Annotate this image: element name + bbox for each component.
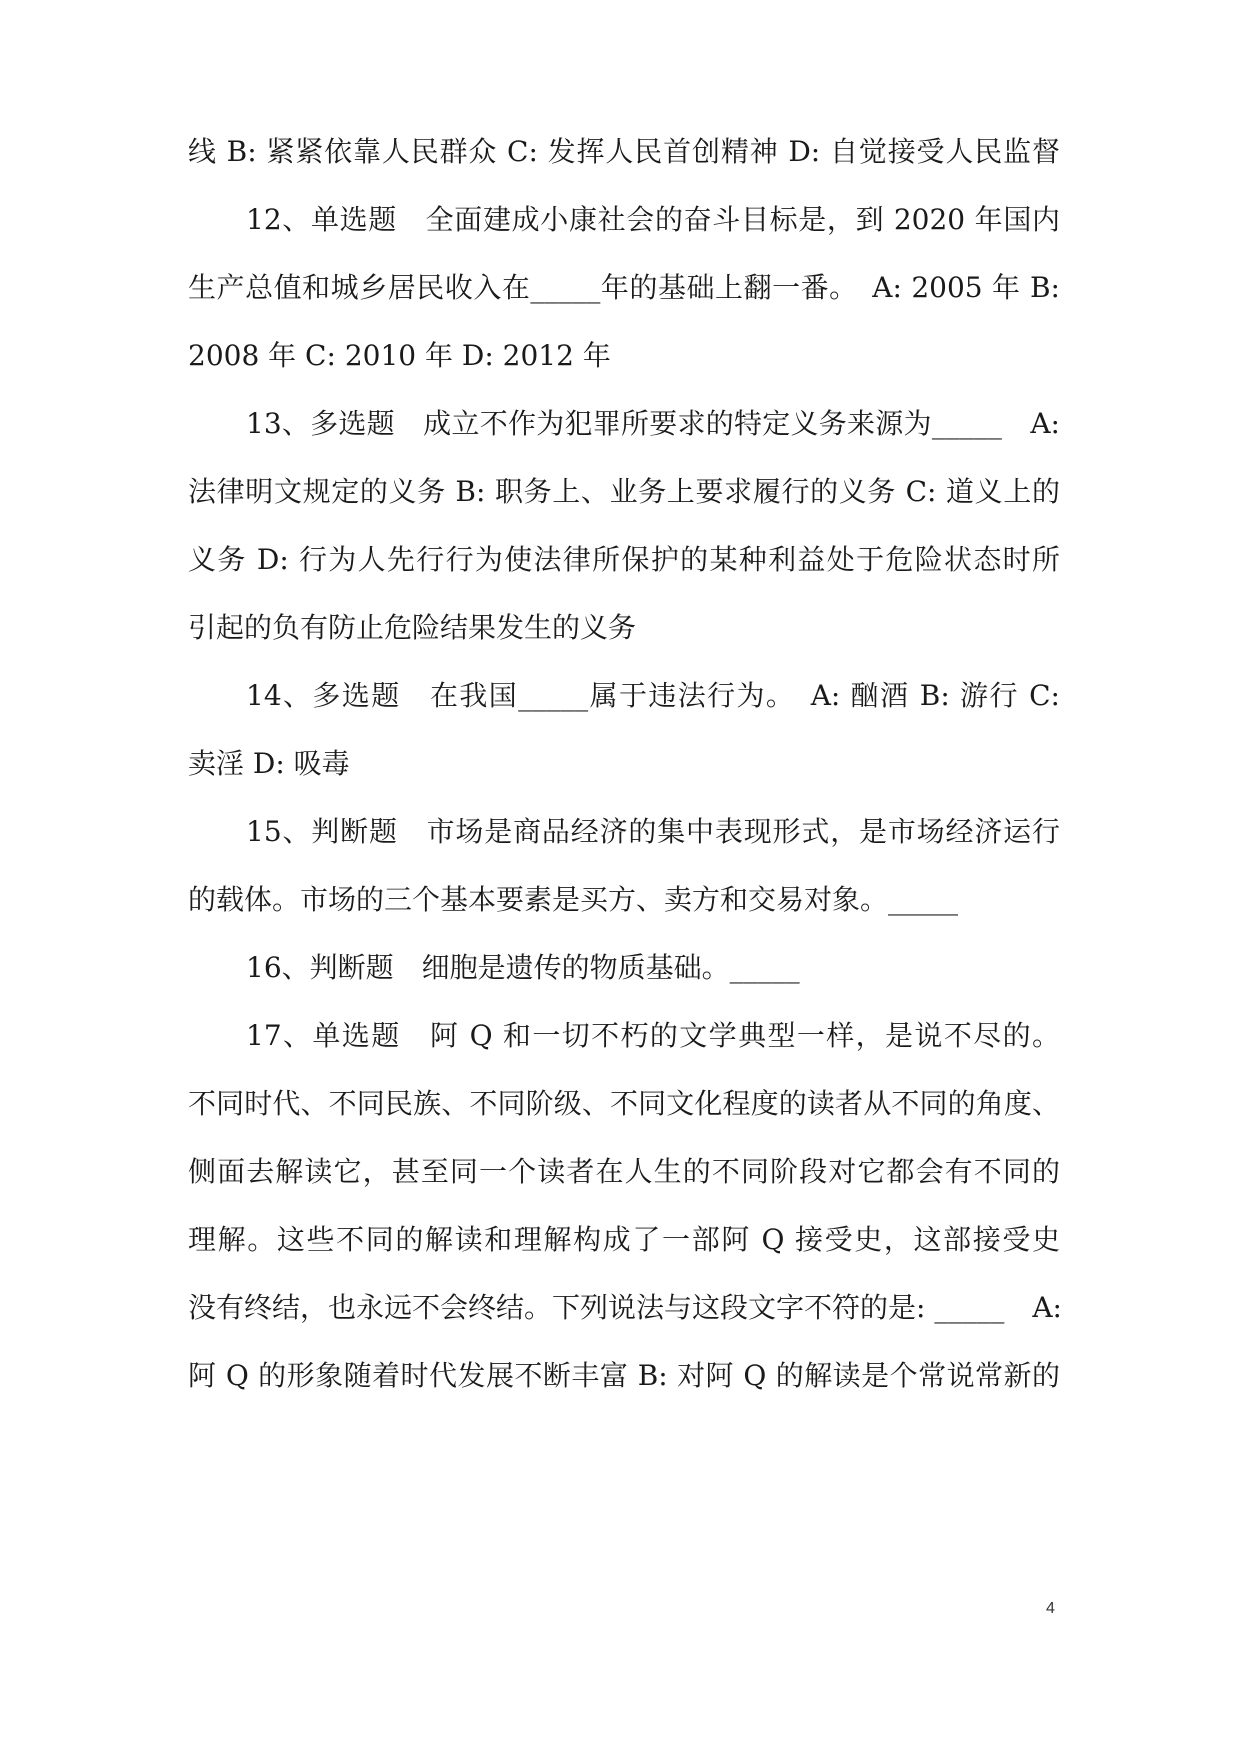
- question-17-line-3: 侧面去解读它，甚至同一个读者在人生的不同阶段对它都会有不同的: [188, 1155, 1060, 1188]
- question-16-line-1: 16、判断题 细胞是遗传的物质基础。_____: [246, 951, 800, 984]
- question-14-line-2: 卖淫 D: 吸毒: [188, 747, 350, 780]
- question-13-line-2: 法律明文规定的义务 B: 职务上、业务上要求履行的义务 C: 道义上的: [188, 475, 1060, 508]
- question-17-line-5: 没有终结，也永远不会终结。下列说法与这段文字不符的是: _____ A:: [188, 1291, 1062, 1324]
- question-17-line-4: 理解。这些不同的解读和理解构成了一部阿 Q 接受史，这部接受史: [188, 1223, 1060, 1256]
- question-12-line-1: 12、单选题 全面建成小康社会的奋斗目标是，到 2020 年国内: [246, 203, 1060, 236]
- text-line-1: 线 B: 紧紧依靠人民群众 C: 发挥人民首创精神 D: 自觉接受人民监督: [188, 135, 1060, 168]
- question-13-line-1: 13、多选题 成立不作为犯罪所要求的特定义务来源为_____ A:: [246, 407, 1060, 440]
- question-17-line-1: 17、单选题 阿 Q 和一切不朽的文学典型一样，是说不尽的。: [246, 1019, 1060, 1052]
- question-17-line-2: 不同时代、不同民族、不同阶级、不同文化程度的读者从不同的角度、: [188, 1087, 1060, 1120]
- page-number: 4: [1046, 1600, 1055, 1617]
- question-14-line-1: 14、多选题 在我国_____属于违法行为。 A: 酗酒 B: 游行 C:: [246, 679, 1060, 712]
- question-12-line-2: 生产总值和城乡居民收入在_____年的基础上翻一番。 A: 2005 年 B:: [188, 271, 1060, 304]
- question-17-line-6: 阿 Q 的形象随着时代发展不断丰富 B: 对阿 Q 的解读是个常说常新的: [188, 1359, 1060, 1392]
- question-13-line-3: 义务 D: 行为人先行行为使法律所保护的某种利益处于危险状态时所: [188, 543, 1060, 576]
- question-15-line-2: 的载体。市场的三个基本要素是买方、卖方和交易对象。_____: [188, 883, 959, 916]
- question-12-line-3: 2008 年 C: 2010 年 D: 2012 年: [188, 339, 611, 372]
- question-13-line-4: 引起的负有防止危险结果发生的义务: [188, 611, 637, 644]
- question-15-line-1: 15、判断题 市场是商品经济的集中表现形式，是市场经济运行: [246, 815, 1060, 848]
